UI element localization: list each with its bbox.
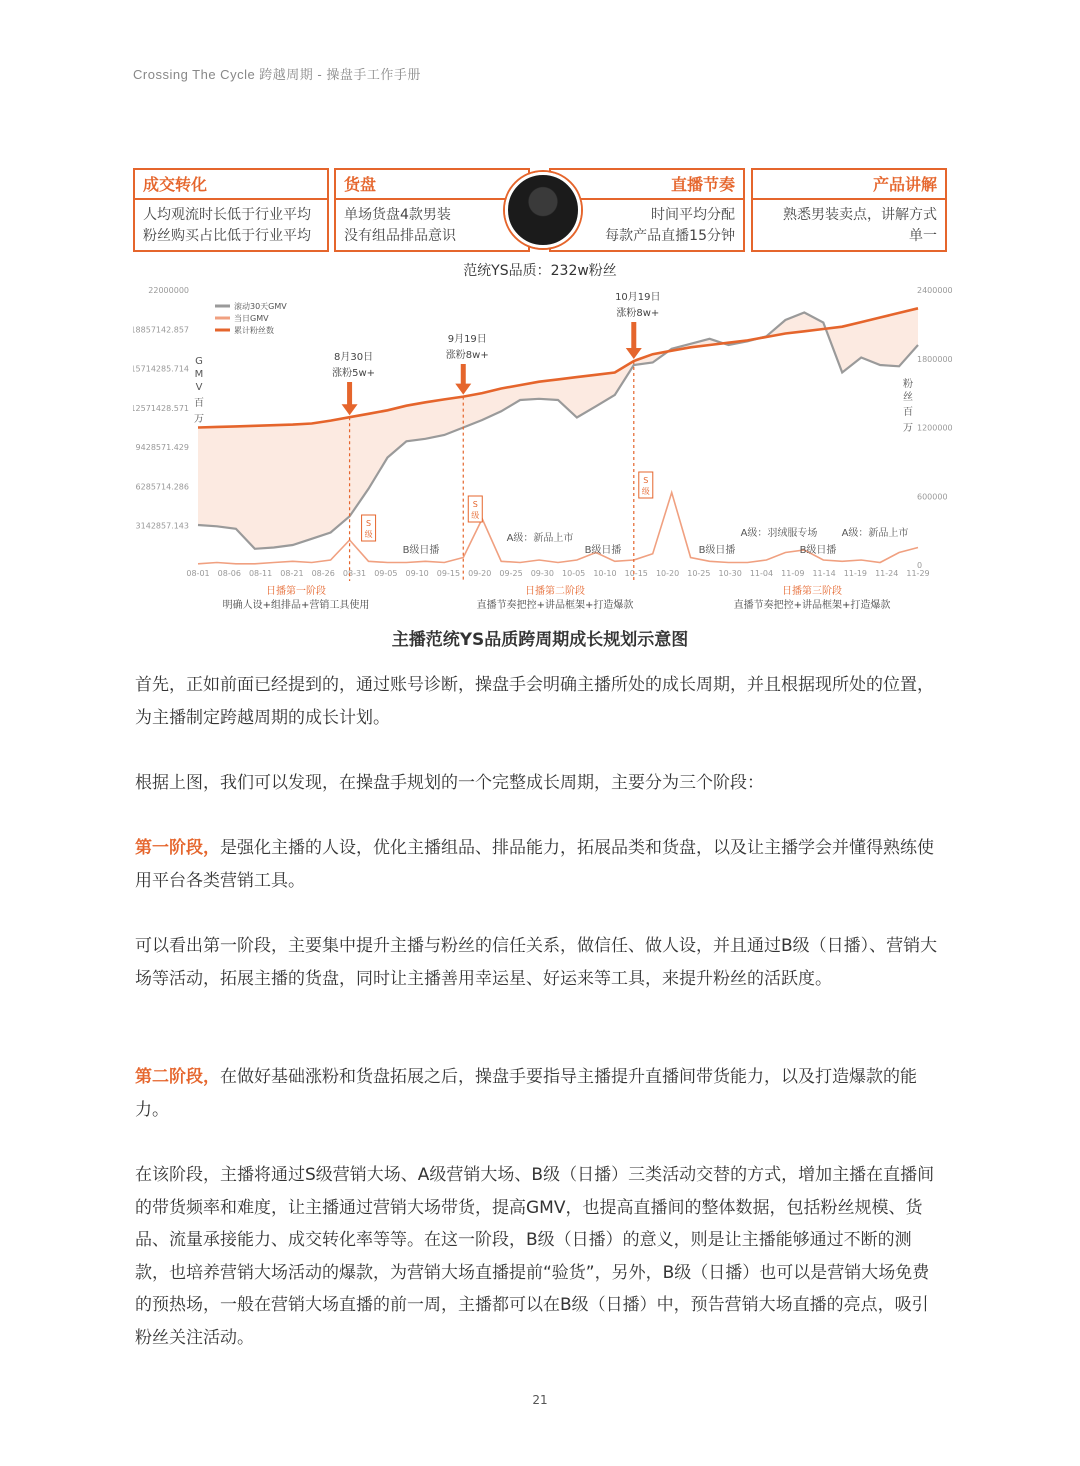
callout-arrow-head (455, 384, 471, 395)
figure-caption: 主播范统YS品质跨周期成长规划示意图 (391, 630, 689, 650)
y-left-tick: 9428571.429 (135, 443, 189, 453)
card-body (135, 200, 327, 247)
paragraph-3 (135, 832, 945, 897)
x-tick: 10-20 (655, 569, 680, 578)
x-tick: 10-15 (624, 569, 648, 578)
ylabel-right-char: 粉 (903, 379, 913, 390)
card-line: 人均观流时长低于行业平均 (143, 207, 311, 223)
stage-desc: 直播节奏把控+讲品框架+打造爆款 (733, 600, 891, 611)
card-line: 每款产品直播15分钟 (605, 228, 735, 244)
card-line: 熟悉男装卖点，讲解方式 (783, 207, 937, 223)
area-fill-between (195, 308, 918, 548)
legend-label: 当日GMV (234, 314, 269, 323)
paragraph-1 (135, 669, 945, 734)
activity-label: B级日播 (698, 545, 736, 556)
paragraph-2 (135, 767, 945, 800)
y-right-tick: 1200000 (917, 423, 953, 433)
ylabel-right-char: 丝 (903, 392, 913, 403)
card-line: 单一 (909, 228, 937, 244)
paragraph-4 (135, 930, 945, 995)
s-level-label-ji: 级 (641, 487, 650, 496)
ylabel-left-char: 百 (194, 398, 204, 409)
y-left-tick: 6285714.286 (135, 482, 189, 492)
x-tick: 08-01 (186, 569, 210, 578)
x-tick: 09-05 (374, 569, 398, 578)
card-title: 产品讲解 (753, 170, 945, 200)
paragraph-text: 可以看出第一阶段，主要集中提升主播与粉丝的信任关系，做信任、做人设，并且通过B级（日播）、营销大场等活动，拓展主播的货盘，同时让主播善用幸运星、好运来等工具，来提升粉丝的活跃度。 (135, 936, 938, 989)
paragraph-text: 在该阶段，主播将通过S级营销大场、A级营销大场、B级（日播）三类活动交替的方式，增加主播在直播间的带货频率和难度，让主播通过营销大场带货，提高GMV，也提高直播间的整体数据，包括粉丝规模、货品、流量承接能力、成交转化率等等。在这一阶段，B级（日播）的意义，则是让主播能够通过不断的测款，也培养营销大场活动的爆款，为营销大场直播提前“验货”，另外，B级（日播）也可以是营销大场免费的预热场，一般在营销大场直播的前一周，主播都可以在B级（日播）中，预告营销大场直播的亮点，吸引粉丝关注活动。 (135, 1165, 935, 1348)
page-number: 21 (532, 1393, 548, 1407)
y-right-tick: 600000 (917, 492, 948, 502)
x-tick: 08-31 (342, 569, 367, 578)
stage-name: 日播第三阶段 (782, 586, 842, 597)
s-level-label-s: S (472, 500, 478, 509)
card-title: 成交转化 (135, 170, 327, 200)
s-level-label-s: S (366, 519, 372, 528)
y-axis-left-title (194, 356, 204, 425)
card-line: 时间平均分配 (651, 207, 735, 223)
legend-label: 滚动30天GMV (234, 302, 287, 311)
ylabel-right-char: 百 (903, 407, 913, 418)
callout-date: 8月30日 (334, 352, 374, 363)
y-left-tick: 15714285.714 (133, 364, 189, 374)
x-tick: 09-30 (530, 569, 554, 578)
callout-arrow-head (342, 404, 358, 415)
x-tick: 10-30 (718, 569, 742, 578)
card-body (336, 200, 528, 247)
x-tick: 11-29 (906, 569, 930, 578)
activity-label: B级日播 (402, 545, 440, 556)
stage-desc: 明确人设+组排品+营销工具使用 (222, 600, 370, 611)
growth-chart-svg (133, 260, 953, 620)
running-header: Crossing The Cycle 跨越周期 - 操盘手工作手册 (133, 67, 421, 82)
paragraph-text: 根据上图，我们可以发现，在操盘手规划的一个完整成长周期，主要分为三个阶段： (135, 773, 764, 793)
paragraph-text: 首先，正如前面已经提到的，通过账号诊断，操盘手会明确主播所处的成长周期，并且根据现所处的位置，为主播制定跨越周期的成长计划。 (135, 675, 934, 728)
card-explain (751, 168, 947, 252)
x-tick: 11-09 (781, 569, 805, 578)
diagnosis-cards (133, 168, 947, 254)
callout-text: 涨粉5w+ (332, 368, 376, 379)
x-tick: 09-10 (405, 569, 429, 578)
x-tick: 11-14 (812, 569, 836, 578)
s-level-label-ji: 级 (471, 511, 480, 520)
y-left-tick: 3142857.143 (135, 521, 189, 531)
card-conversion (133, 168, 329, 252)
stage-name: 日播第一阶段 (266, 586, 326, 597)
activity-label: A级：新品上市 (841, 528, 909, 539)
ylabel-left-char: 万 (194, 414, 204, 425)
x-tick: 09-25 (499, 569, 523, 578)
activity-label: B级日播 (584, 545, 622, 556)
x-tick: 08-11 (248, 569, 273, 578)
activity-label: A级：新品上市 (506, 533, 574, 544)
paragraph-text: 是强化主播的人设，优化主播组品、排品能力，拓展品类和货盘，以及让主播学会并懂得熟练使用平台各类营销工具。 (135, 838, 934, 891)
x-tick: 08-26 (311, 569, 335, 578)
x-tick: 10-25 (687, 569, 711, 578)
x-tick: 11-19 (843, 569, 868, 578)
y-right-tick: 2400000 (917, 286, 953, 295)
x-tick: 10-05 (562, 569, 586, 578)
callout-text: 涨粉8w+ (445, 350, 489, 361)
x-tick: 09-15 (436, 569, 461, 578)
x-tick: 09-20 (468, 569, 492, 578)
chart-title: 范统YS品质：232w粉丝 (463, 263, 617, 279)
paragraph-text: 在做好基础涨粉和货盘拓展之后，操盘手要指导主播提升直播间带货能力，以及打造爆款的能力。 (135, 1067, 917, 1120)
card-body (753, 200, 945, 247)
card-line: 单场货盘4款男装 (344, 207, 451, 223)
stage-lead: 第一阶段， (135, 838, 220, 858)
y-axis-right-title (903, 377, 913, 434)
y-right-tick: 1800000 (917, 354, 953, 364)
card-title: 货盘 (336, 170, 528, 200)
ylabel-left-char: M (194, 369, 204, 380)
y-left-tick: 22000000 (148, 286, 189, 295)
x-tick: 08-21 (280, 569, 304, 578)
x-tick: 08-06 (217, 569, 241, 578)
ylabel-left-char: V (195, 382, 203, 393)
callout-arrow-head (626, 348, 642, 359)
streamer-avatar (505, 172, 581, 248)
paragraph-6 (135, 1159, 945, 1354)
x-tick: 11-24 (875, 569, 899, 578)
callout-text: 涨粉8w+ (616, 308, 660, 319)
card-line: 没有组品排品意识 (344, 228, 456, 244)
activity-label: B级日播 (799, 545, 837, 556)
x-tick: 10-10 (593, 569, 617, 578)
s-level-label-ji: 级 (364, 530, 373, 539)
growth-chart (133, 260, 953, 620)
stage-name: 日播第二阶段 (525, 586, 585, 597)
y-right-tick: 0 (917, 561, 923, 570)
stage-desc: 直播节奏把控+讲品框架+打造爆款 (476, 600, 634, 611)
ylabel-left-char: G (195, 356, 203, 367)
activity-label: A级：羽绒服专场 (740, 528, 818, 539)
stage-lead: 第二阶段， (135, 1067, 220, 1087)
card-title: 直播节奏 (551, 170, 743, 200)
y-left-tick: 18857142.857 (133, 325, 189, 335)
callout-date: 9月19日 (447, 334, 487, 345)
y-left-tick: 12571428.571 (133, 403, 189, 413)
card-goods (334, 168, 530, 252)
callout-date: 10月19日 (615, 292, 661, 303)
ylabel-right-char: 万 (903, 423, 913, 434)
legend-label: 累计粉丝数 (234, 326, 274, 335)
card-line: 粉丝购买占比低于行业平均 (143, 228, 311, 244)
x-tick: 11-04 (749, 569, 774, 578)
paragraph-5 (135, 1061, 945, 1126)
s-level-label-s: S (643, 476, 649, 485)
